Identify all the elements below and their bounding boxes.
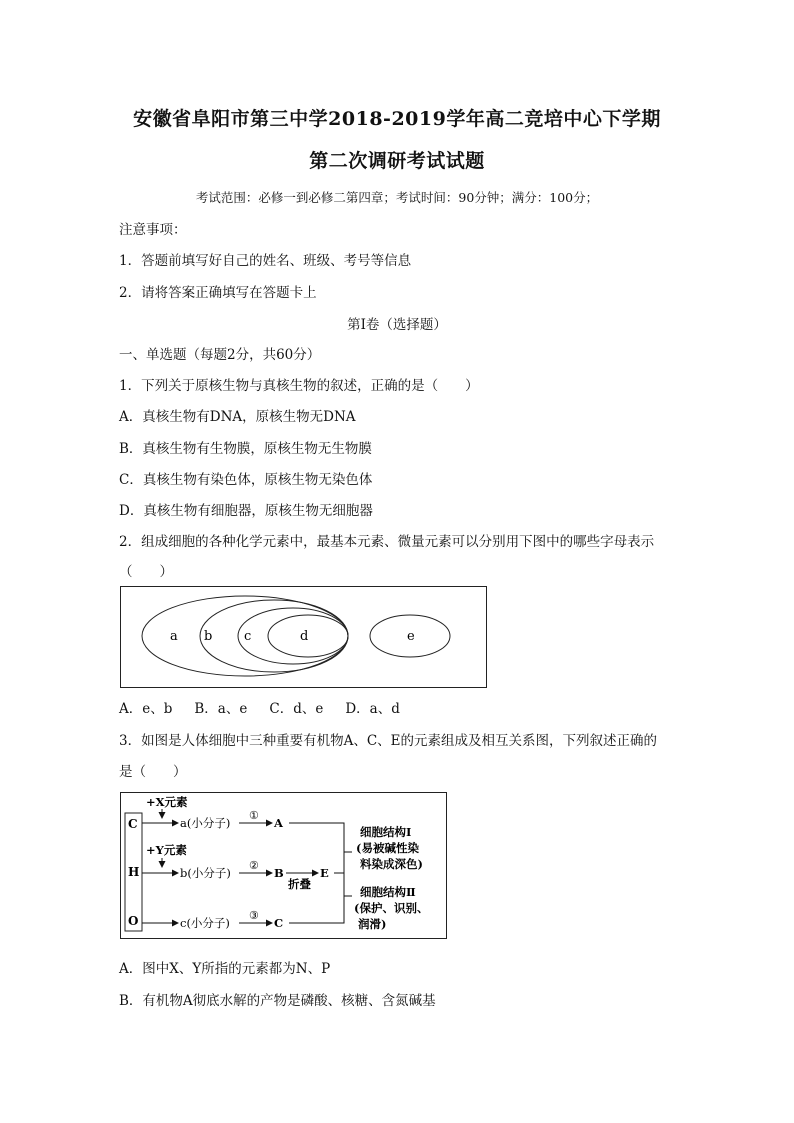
structure-1-desc: (易被碱性染 (356, 841, 419, 855)
set-b (200, 600, 348, 672)
label-a: a (170, 629, 178, 644)
structure-2-title: 细胞结构Ⅱ (360, 885, 416, 899)
structure-2-desc: 润滑) (358, 917, 387, 931)
step-3-label: ③ (249, 909, 259, 922)
label-e: e (407, 629, 415, 644)
question-3-stem-cont: 是（ ） (119, 764, 187, 780)
notes-heading: 注意事项： (119, 222, 187, 238)
step-1-label: ① (249, 809, 259, 822)
question-1-option: B．真核生物有生物膜，原核生物无生物膜 (119, 441, 372, 457)
question-3-option: A．图中X、Y所指的元素都为N、P (119, 961, 331, 977)
b-small-molecule: b(小分子) (180, 866, 231, 880)
question-2-stem: 2．组成细胞的各种化学元素中，最基本元素、微量元素可以分别用下图中的哪些字母表示 (119, 534, 655, 550)
label-d: d (300, 629, 309, 644)
note-item: 2．请将答案正确填写在答题卡上 (119, 285, 317, 301)
plus-y-label: +Y元素 (146, 843, 187, 857)
structure-1-title: 细胞结构Ⅰ (360, 825, 412, 839)
question-1-option: C．真核生物有染色体，原核生物无染色体 (119, 472, 373, 488)
label-c: c (244, 629, 252, 644)
exam-title-line2: 第二次调研考试试题 (309, 150, 485, 172)
question-2-stem-cont: （ ） (119, 564, 173, 580)
element-o: O (128, 914, 139, 928)
question-2-option: D．a、d (345, 701, 400, 717)
question-3-figure (120, 792, 448, 940)
molecule-e: E (320, 866, 329, 880)
question-1-stem: 1．下列关于原核生物与真核生物的叙述，正确的是（ ） (119, 378, 479, 394)
question-1-option: D．真核生物有细胞器，原核生物无细胞器 (119, 503, 373, 519)
volume-heading: 第I卷（选择题） (347, 317, 447, 333)
a-small-molecule: a(小分子) (180, 816, 231, 830)
exam-scope: 考试范围：必修一到必修二第四章；考试时间：90分钟；满分：100分； (195, 190, 599, 205)
fold-label: 折叠 (288, 877, 311, 891)
question-3-stem: 3．如图是人体细胞中三种重要有机物A、C、E的元素组成及相互关系图，下列叙述正确的 (119, 733, 658, 749)
structure-2-desc: (保护、识别、 (354, 901, 429, 915)
relation-diagram (120, 792, 448, 940)
molecule-c: C (274, 916, 284, 930)
c-small-molecule: c(小分子) (180, 916, 230, 930)
structure-1-desc: 料染成深色) (360, 857, 423, 871)
molecule-a: A (274, 816, 283, 830)
question-2-figure (120, 586, 487, 688)
step-2-label: ② (249, 859, 259, 872)
question-2-option: B．a、e (194, 701, 248, 717)
question-3-option: B．有机物A彻底水解的产物是磷酸、核糖、含氮碱基 (119, 993, 436, 1009)
element-h: H (128, 865, 140, 879)
exam-title-line1: 安徽省阜阳市第三中学2018-2019学年高二竞培中心下学期 (133, 108, 661, 130)
question-1-option: A．真核生物有DNA，原核生物无DNA (119, 409, 356, 425)
element-c: C (128, 817, 138, 831)
question-2-option: C．d、e (269, 701, 324, 717)
question-2-options (119, 697, 422, 717)
part-heading: 一、单选题（每题2分，共60分） (119, 347, 321, 363)
note-item: 1．答题前填写好自己的姓名、班级、考号等信息 (119, 253, 412, 269)
plus-x-label: +X元素 (146, 795, 188, 809)
venn-diagram (120, 586, 487, 688)
question-2-option: A．e、b (119, 701, 173, 717)
molecule-b: B (274, 866, 284, 880)
label-b: b (204, 629, 213, 644)
